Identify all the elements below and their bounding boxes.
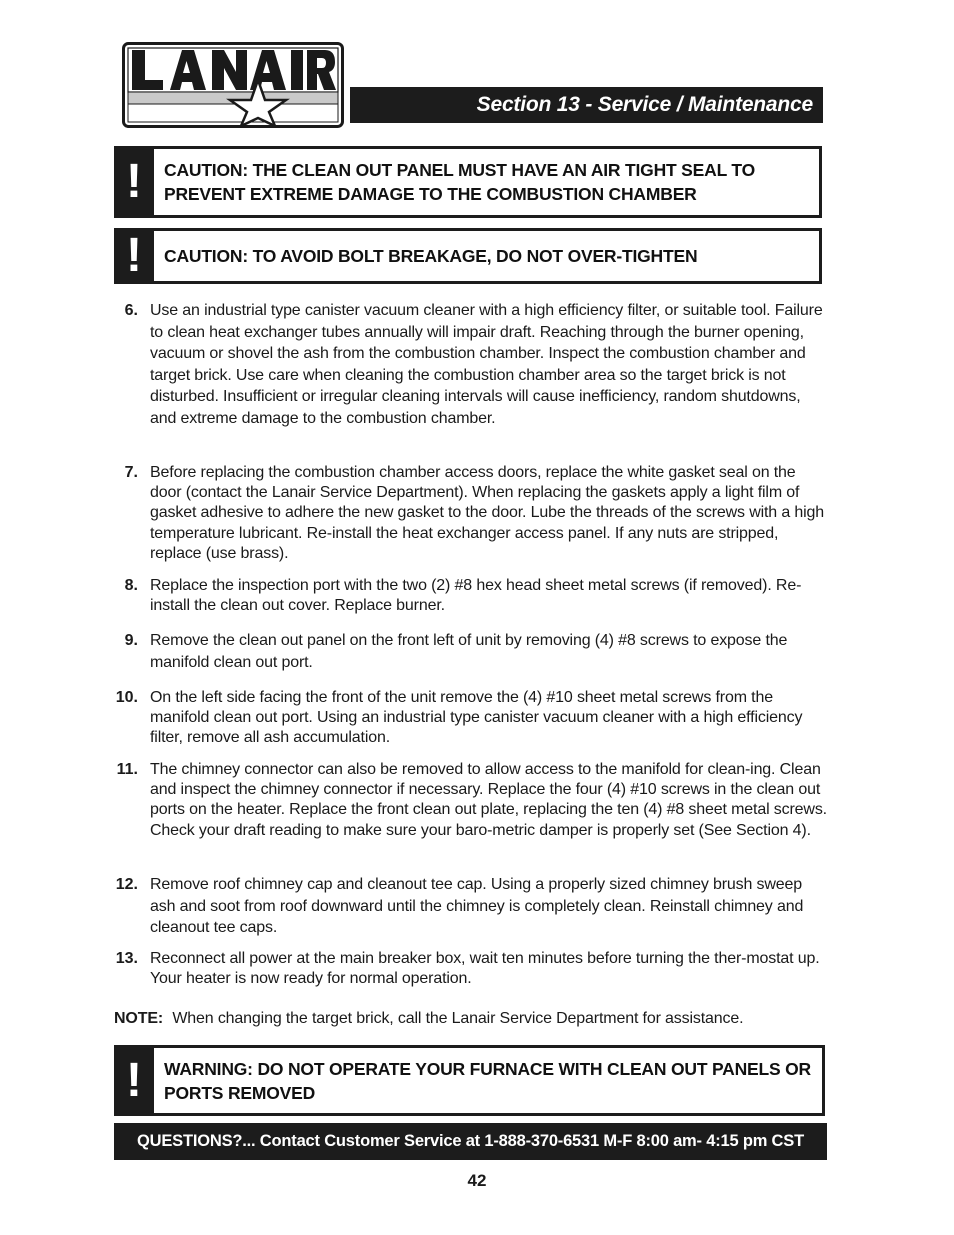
exclamation-icon: ! <box>114 1048 154 1113</box>
step-text: Before replacing the combustion chamber access doors, replace the white gasket seal on the door (contact the Lanair Service Department). When replacing the gaskets apply a light film of gasket adhesive to adhere the new gasket to the door. Lube the threads of the screws with a high temperature lubricant. Re-install the heat exchanger access panel. If any nuts are stripped, replace (use brass). <box>150 464 825 562</box>
warning-text: WARNING: DO NOT OPERATE YOUR FURNACE WITH CLEAN OUT PANELS OR PORTS REMOVED <box>164 1058 811 1103</box>
step-text: Remove roof chimney cap and cleanout tee cap. Using a properly sized chimney brush sweep ash and soot from roof downward until the chimney is completely clean. Reinstall chimney and cleanout tee caps. <box>150 876 804 936</box>
caution-text: CAUTION: THE CLEAN OUT PANEL MUST HAVE AN AIR TIGHT SEAL TO PREVENT EXTREME DAMAGE TO THE COMBUSTION CHAMBER <box>164 160 755 204</box>
page-number: 42 <box>467 1171 487 1190</box>
step-text: The chimney connector can also be removed to allow access to the manifold for clean-ing. Clean and inspect the chimney connector if necessary. Replace the four (4) #10 screws in the clean out ports on the heater. Replace the front clean out plate, replacing the ten (4) #8 sheet metal screws. Check your draft reading to make sure your baro-metric damper is properly set (See Section 4). <box>150 761 827 839</box>
caution-box-bolt-breakage <box>114 228 822 284</box>
step-text: Use an industrial type canister vacuum cleaner with a high efficiency filter, or suitable tool. Failure to clean heat exchanger tubes annually will impair draft. Reaching through the burner opening, vacuum or shovel the ash from the combustion chamber. Inspect the combustion chamber and target brick. Use care when cleaning the combustion chamber area so the target brick is not disturbed. Insufficient or irregular cleaning intervals will cause inefficiency, random shutdowns, and extreme damage to the combustion chamber. <box>150 302 823 427</box>
step-number: 12. <box>115 876 138 893</box>
note <box>114 1008 834 1029</box>
step-item <box>112 688 828 749</box>
note-text: When changing the target brick, call the Lanair Service Department for assistance. <box>172 1010 744 1027</box>
step-item <box>112 874 828 939</box>
step-number: 13. <box>115 950 138 967</box>
step-number: 6. <box>124 302 138 319</box>
step-item <box>112 576 828 616</box>
step-text: Replace the inspection port with the two (2) #8 hex head sheet metal screws (if removed). Re-install the clean out cover. Replace burner. <box>150 577 802 615</box>
step-text: On the left side facing the front of the unit remove the (4) #10 sheet metal screws from the manifold clean out port. Using an industrial type canister vacuum cleaner with a high efficiency filter, remove all ash accumulation. <box>150 689 803 747</box>
step-item <box>112 300 828 429</box>
step-number: 8. <box>124 577 138 594</box>
warning-box-clean-out-panels <box>114 1045 825 1116</box>
exclamation-icon: ! <box>114 149 154 215</box>
step-text: Remove the clean out panel on the front left of unit by removing (4) #8 screws to expose the manifold clean out port. <box>150 632 788 671</box>
step-item <box>112 463 828 564</box>
step-item <box>112 760 828 841</box>
note-label: NOTE: <box>114 1010 164 1027</box>
caution-text: CAUTION: TO AVOID BOLT BREAKAGE, DO NOT OVER-TIGHTEN <box>164 246 698 266</box>
step-number: 9. <box>124 632 138 649</box>
step-number: 10. <box>115 689 138 706</box>
lanair-logo <box>122 42 344 128</box>
step-item <box>112 949 828 989</box>
step-number: 11. <box>116 761 138 778</box>
caution-box-air-tight-seal <box>114 146 822 218</box>
exclamation-icon: ! <box>114 231 154 281</box>
step-item <box>112 630 828 673</box>
step-text: Reconnect all power at the main breaker box, wait ten minutes before turning the ther-mostat up. Your heater is now ready for normal operation. <box>150 950 820 988</box>
customer-service-bar: QUESTIONS?... Contact Customer Service at 1-888-370-6531 M-F 8:00 am- 4:15 pm CST <box>114 1123 827 1160</box>
section-title: Section 13 - Service / Maintenance <box>350 87 823 123</box>
step-number: 7. <box>124 464 138 481</box>
